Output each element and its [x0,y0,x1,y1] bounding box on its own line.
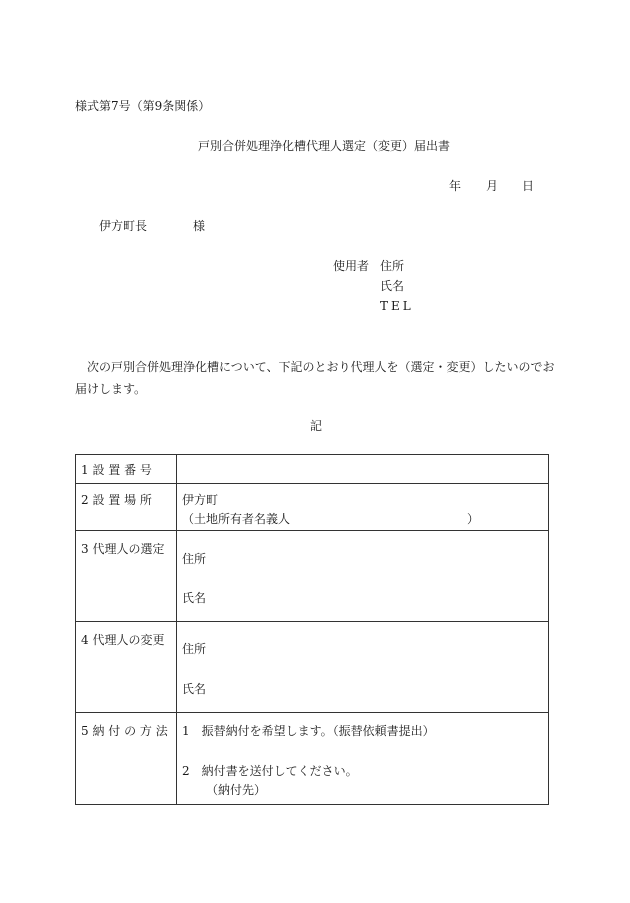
table-row [76,455,549,484]
setting-location-value[interactable] [177,484,549,531]
applicant-tel-label: TEL [380,299,414,313]
applicant-address-label: 住所 [380,259,405,273]
agent-selection-name-label: 氏名 [182,591,207,605]
agent-change-value[interactable] [177,622,549,713]
payment-option-transfer: 1 振替納付を希望します。（振替依頼書提出） [182,724,435,738]
addressee-suffix: 様 [193,219,206,233]
row-label-cell [76,622,177,713]
date-month: 月 [486,179,499,193]
agent-selection-address-label: 住所 [182,552,207,566]
row-label-cell [76,484,177,531]
date-day: 日 [522,179,535,193]
addressee-name: 伊方町長 [99,219,148,233]
setting-number-value[interactable] [177,455,549,484]
table-row [76,622,549,713]
payment-option-slip: 2 納付書を送付してください。 [182,764,358,778]
ki-heading: 記 [310,419,323,433]
row-label-cell [76,713,177,805]
document-title: 戸別合併処理浄化槽代理人選定（変更）届出書 [198,139,451,153]
owner-label: （土地所有者名義人 [182,512,291,526]
table-row [76,531,549,622]
location-town: 伊方町 [182,493,219,507]
payment-method-value[interactable] [177,713,549,805]
form-id: 様式第7号（第9条関係） [75,99,211,113]
agent-change-name-label: 氏名 [182,682,207,696]
row-label-cell [76,455,177,484]
agent-selection-value[interactable] [177,531,549,622]
table-row [76,713,549,805]
body-paragraph: 次の戸別合併処理浄化槽について、下記のとおり代理人を（選定・変更）したいのでお届けします。 [75,360,555,396]
payment-destination-label: （納付先） [206,783,267,797]
payment-method-label: 5 納 付 の 方 法 [81,724,168,738]
row-label-cell [76,531,177,622]
applicant-name-label: 氏名 [380,279,405,293]
date-year: 年 [449,179,462,193]
agent-change-address-label: 住所 [182,642,207,656]
setting-location-label: 2 設 置 場 所 [81,493,152,507]
agent-change-label: 4 代理人の変更 [81,633,165,647]
details-table [75,454,549,805]
applicant-role: 使用者 [333,259,370,273]
table-row [76,484,549,531]
agent-selection-label: 3 代理人の選定 [81,542,165,556]
owner-close: ） [467,512,480,526]
setting-number-label: 1 設 置 番 号 [81,463,152,477]
